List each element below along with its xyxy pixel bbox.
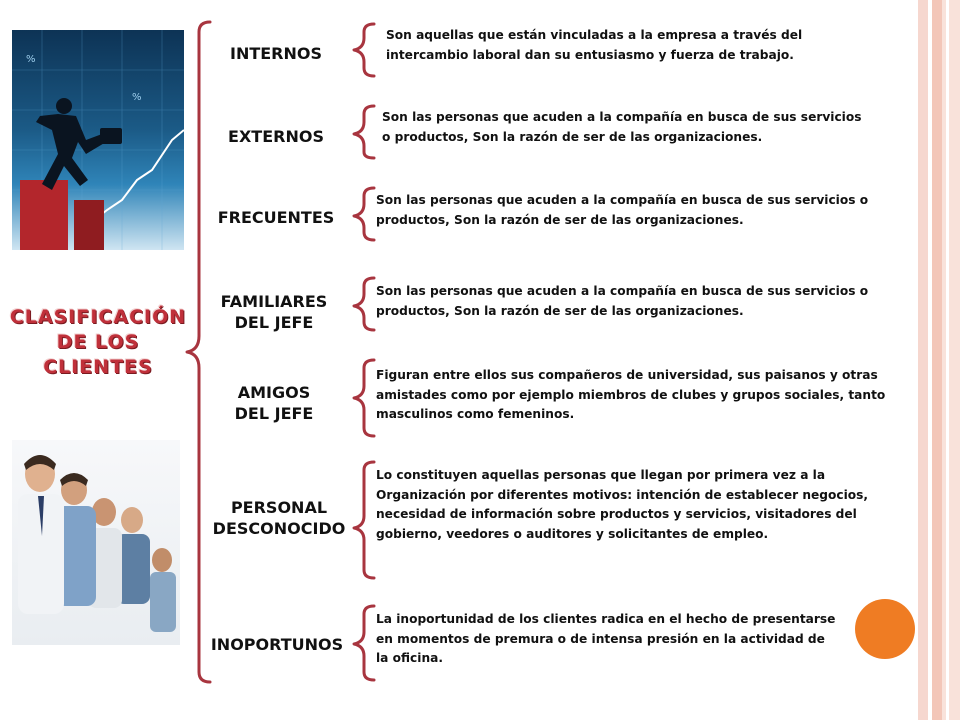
category-description: Son las personas que acuden a la compañía en busca de sus servicios o productos, Son la razón de ser de las organizaciones. bbox=[376, 284, 869, 318]
category-description: La inoportunidad de los clientes radica en el hecho de presentarse en momentos de premura o de intensa presión en la actividad de la oficina. bbox=[376, 612, 836, 665]
category-label: FAMILIARES DEL JEFE bbox=[220, 292, 328, 332]
desc-bracket-4 bbox=[354, 278, 374, 330]
svg-text:%: % bbox=[132, 92, 142, 103]
category-description: Figuran entre ellos sus compañeros de universidad, sus paisanos y otras amistades como por ejemplo miembros de clubes y grupos sociales, tanto masculinos como femeninos. bbox=[376, 368, 886, 421]
category-description: Lo constituyen aquellas personas que llegan por primera vez a la Organización por diferentes motivos: intención de establecer negocios, necesidad de información sobre productos y servicios, visitadores del gobierno, veedores o auditores y solicitantes de empleo. bbox=[376, 468, 869, 541]
category-label: INTERNOS bbox=[229, 44, 323, 63]
category-label: FRECUENTES bbox=[217, 208, 335, 227]
main-bracket bbox=[187, 22, 210, 682]
desc-bracket-5 bbox=[354, 360, 374, 436]
category-label: PERSONAL DESCONOCIDO bbox=[212, 498, 346, 538]
desc-bracket-2 bbox=[354, 106, 374, 158]
category-label: EXTERNOS bbox=[228, 127, 324, 146]
orange-circle-decoration bbox=[855, 599, 915, 659]
category-description: Son las personas que acuden a la compañía en busca de sus servicios o productos, Son la razón de ser de las organizaciones. bbox=[382, 110, 862, 144]
diagram-title: CLASIFICACIÓN DE LOS CLIENTES bbox=[9, 306, 187, 378]
category-description: Son las personas que acuden a la compañía en busca de sus servicios o productos, Son la razón de ser de las organizaciones. bbox=[376, 193, 869, 227]
desc-bracket-3 bbox=[354, 188, 374, 240]
desc-bracket-1 bbox=[354, 24, 374, 76]
category-description: Son aquellas que están vinculadas a la empresa a través del intercambio laboral dan su entusiasmo y fuerza de trabajo. bbox=[386, 28, 803, 62]
category-label: INOPORTUNOS bbox=[210, 635, 344, 654]
category-label: AMIGOS DEL JEFE bbox=[234, 383, 314, 423]
svg-text:%: % bbox=[26, 54, 36, 65]
